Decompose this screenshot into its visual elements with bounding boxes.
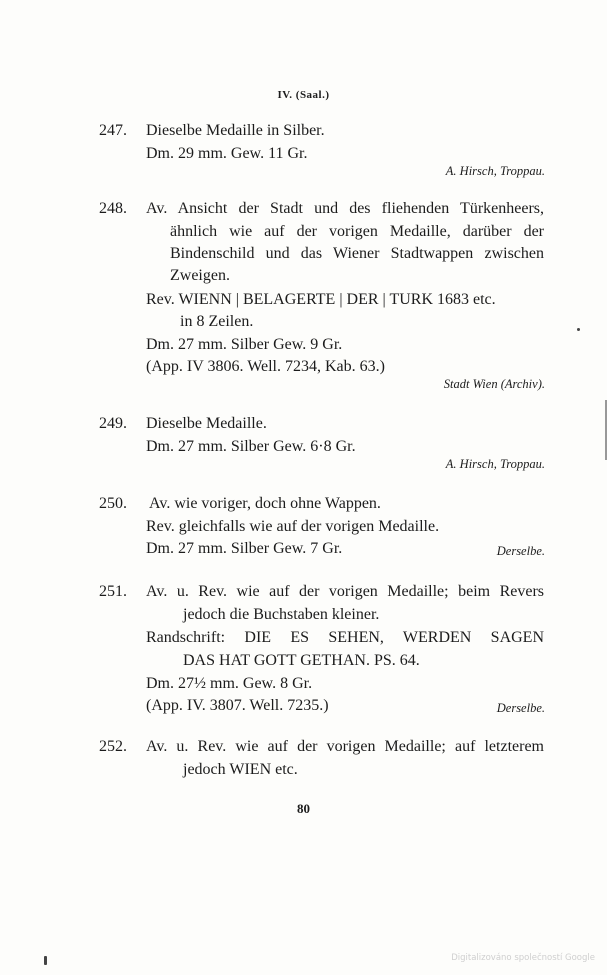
entry-line: Dm. 27 mm. Silber Gew. 9 Gr. xyxy=(146,336,343,353)
entry-line: Rev. WIENN | BELAGERTE | DER | TURK 1683 etc. xyxy=(146,291,496,308)
entry-number: 247. xyxy=(99,122,127,139)
entry-line: Dm. 27 mm. Silber Gew. 6·8 Gr. xyxy=(146,438,356,455)
entry-source: Stadt Wien (Archiv). xyxy=(443,377,545,391)
entry-source: A. Hirsch, Troppau. xyxy=(445,164,545,178)
entry-line: Av. u. Rev. wie auf der vorigen Medaille; auf letzterem xyxy=(146,738,544,755)
page-number: 80 xyxy=(297,801,310,816)
scan-speck xyxy=(577,328,580,331)
entry-line: in 8 Zeilen. xyxy=(180,313,254,330)
entry-line: jedoch WIEN etc. xyxy=(183,761,298,778)
entry-line: Av. wie voriger, doch ohne Wappen. xyxy=(149,495,381,512)
entry-line: Dieselbe Medaille in Silber. xyxy=(146,122,325,139)
entry-line: Av. Ansicht der Stadt und des fliehenden Türkenheers, xyxy=(146,200,544,217)
entry-source: A. Hirsch, Troppau. xyxy=(445,457,545,471)
entry-line: jedoch die Buchstaben kleiner. xyxy=(183,606,380,623)
entry-line: (App. IV 3806. Well. 7234, Kab. 63.) xyxy=(146,358,385,375)
entry-line: Zweigen. xyxy=(170,267,230,284)
scan-speck xyxy=(44,956,47,965)
entry-number: 249. xyxy=(99,415,127,432)
entry-number: 251. xyxy=(99,583,127,600)
entry-line: Randschrift: DIE ES SEHEN, WERDEN SAGEN xyxy=(146,629,544,646)
entry-source: Derselbe. xyxy=(496,701,545,715)
entry-number: 250. xyxy=(99,495,127,512)
running-header: IV. (Saal.) xyxy=(277,89,330,101)
entry-line: Bindenschild und das Wiener Stadtwappen zwischen xyxy=(170,245,544,262)
entry-number: 252. xyxy=(99,738,127,755)
entry-line: Dm. 29 mm. Gew. 11 Gr. xyxy=(146,145,308,162)
entry-line: (App. IV. 3807. Well. 7235.) xyxy=(146,697,329,714)
entry-line: Dieselbe Medaille. xyxy=(146,415,267,432)
entry-line: Dm. 27½ mm. Gew. 8 Gr. xyxy=(146,675,313,692)
entry-line: Rev. gleichfalls wie auf der vorigen Medaille. xyxy=(146,518,440,535)
entry-source: Derselbe. xyxy=(496,544,545,558)
entry-line: Dm. 27 mm. Silber Gew. 7 Gr. xyxy=(146,540,343,557)
entry-number: 248. xyxy=(99,200,127,217)
digitization-watermark: Digitalizováno společností Google xyxy=(451,953,595,963)
entry-line: ähnlich wie auf der vorigen Medaille, darüber der xyxy=(170,223,544,240)
entry-line: DAS HAT GOTT GETHAN. PS. 64. xyxy=(183,652,420,669)
entry-line: Av. u. Rev. wie auf der vorigen Medaille; beim Revers xyxy=(146,583,544,600)
